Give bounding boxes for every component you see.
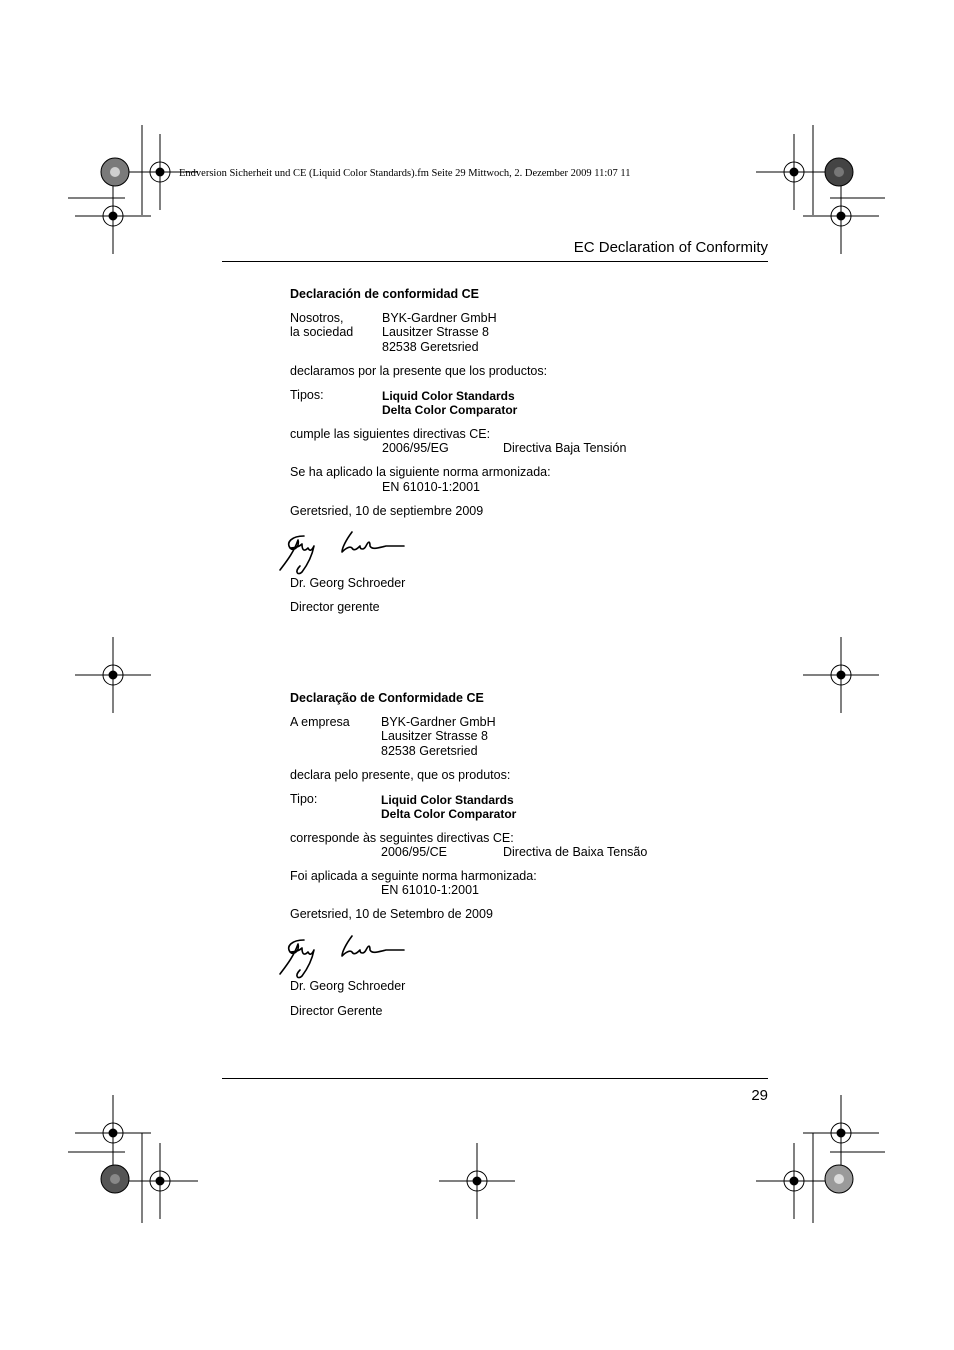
directives-intro: corresponde às seguintes directivas CE: xyxy=(290,831,514,845)
color-target-icon xyxy=(101,158,129,186)
color-target-icon xyxy=(825,1165,853,1193)
norm-intro: Se ha aplicado la siguiente norma armonizada: xyxy=(290,465,551,479)
signer-name: Dr. Georg Schroeder xyxy=(290,576,406,590)
footer-rule xyxy=(222,1078,768,1079)
color-target-icon xyxy=(825,158,853,186)
directives-intro: cumple las siguientes directivas CE: xyxy=(290,427,491,441)
product-name: Delta Color Comparator xyxy=(381,807,517,821)
section-heading: Declaración de conformidad CE xyxy=(290,287,479,301)
we-label: Nosotros, xyxy=(290,311,344,325)
company-label: la sociedad xyxy=(290,325,354,339)
registration-mark-icon xyxy=(756,134,832,210)
registration-mark-icon xyxy=(75,637,151,713)
types-label: Tipo: xyxy=(290,792,318,806)
signer-role: Director gerente xyxy=(290,600,380,614)
company-label: A empresa xyxy=(290,715,350,729)
registration-mark-icon xyxy=(803,1095,879,1171)
header-rule xyxy=(222,261,768,262)
product-name: Delta Color Comparator xyxy=(382,403,518,417)
color-target-icon xyxy=(101,1165,129,1193)
directive-code: 2006/95/EG xyxy=(382,441,449,455)
norm-intro: Foi aplicada a seguinte norma harmonizada: xyxy=(290,869,537,883)
types-label: Tipos: xyxy=(290,388,324,402)
declare-text: declara pelo presente, que os produtos: xyxy=(290,768,511,782)
signature-image xyxy=(274,526,414,576)
registration-mark-icon xyxy=(439,1143,515,1219)
registration-mark-icon xyxy=(803,637,879,713)
product-name: Liquid Color Standards xyxy=(382,389,515,403)
signer-role: Director Gerente xyxy=(290,1004,383,1018)
registration-mark-icon xyxy=(122,1143,198,1219)
company-city: 82538 Geretsried xyxy=(382,340,479,354)
declare-text: declaramos por la presente que los productos: xyxy=(290,364,548,378)
signature-image xyxy=(274,930,414,980)
norm-code: EN 61010-1:2001 xyxy=(381,883,479,897)
slug-line: Endversion Sicherheit und CE (Liquid Color Standards).fm Seite 29 Mittwoch, 2. Dezember 2009 11:07 11 xyxy=(179,168,631,179)
directive-name: Directiva de Baixa Tensão xyxy=(503,845,648,859)
registration-mark-icon xyxy=(75,1095,151,1171)
product-name: Liquid Color Standards xyxy=(381,793,514,807)
company-name: BYK-Gardner GmbH xyxy=(382,311,497,325)
directive-name: Directiva Baja Tensión xyxy=(503,441,627,455)
company-name: BYK-Gardner GmbH xyxy=(381,715,496,729)
registration-mark-icon xyxy=(803,178,879,254)
signer-name: Dr. Georg Schroeder xyxy=(290,979,406,993)
page-number: 29 xyxy=(751,1087,768,1104)
norm-code: EN 61010-1:2001 xyxy=(382,480,480,494)
place-date: Geretsried, 10 de Setembro de 2009 xyxy=(290,907,493,921)
company-street: Lausitzer Strasse 8 xyxy=(382,325,489,339)
page-header-title: EC Declaration of Conformity xyxy=(573,239,768,256)
registration-mark-icon xyxy=(756,1143,832,1219)
section-heading: Declaração de Conformidade CE xyxy=(290,691,484,705)
company-city: 82538 Geretsried xyxy=(381,744,478,758)
registration-mark-icon xyxy=(75,178,151,254)
place-date: Geretsried, 10 de septiembre 2009 xyxy=(290,504,484,518)
directive-code: 2006/95/CE xyxy=(381,845,448,859)
company-street: Lausitzer Strasse 8 xyxy=(381,729,488,743)
